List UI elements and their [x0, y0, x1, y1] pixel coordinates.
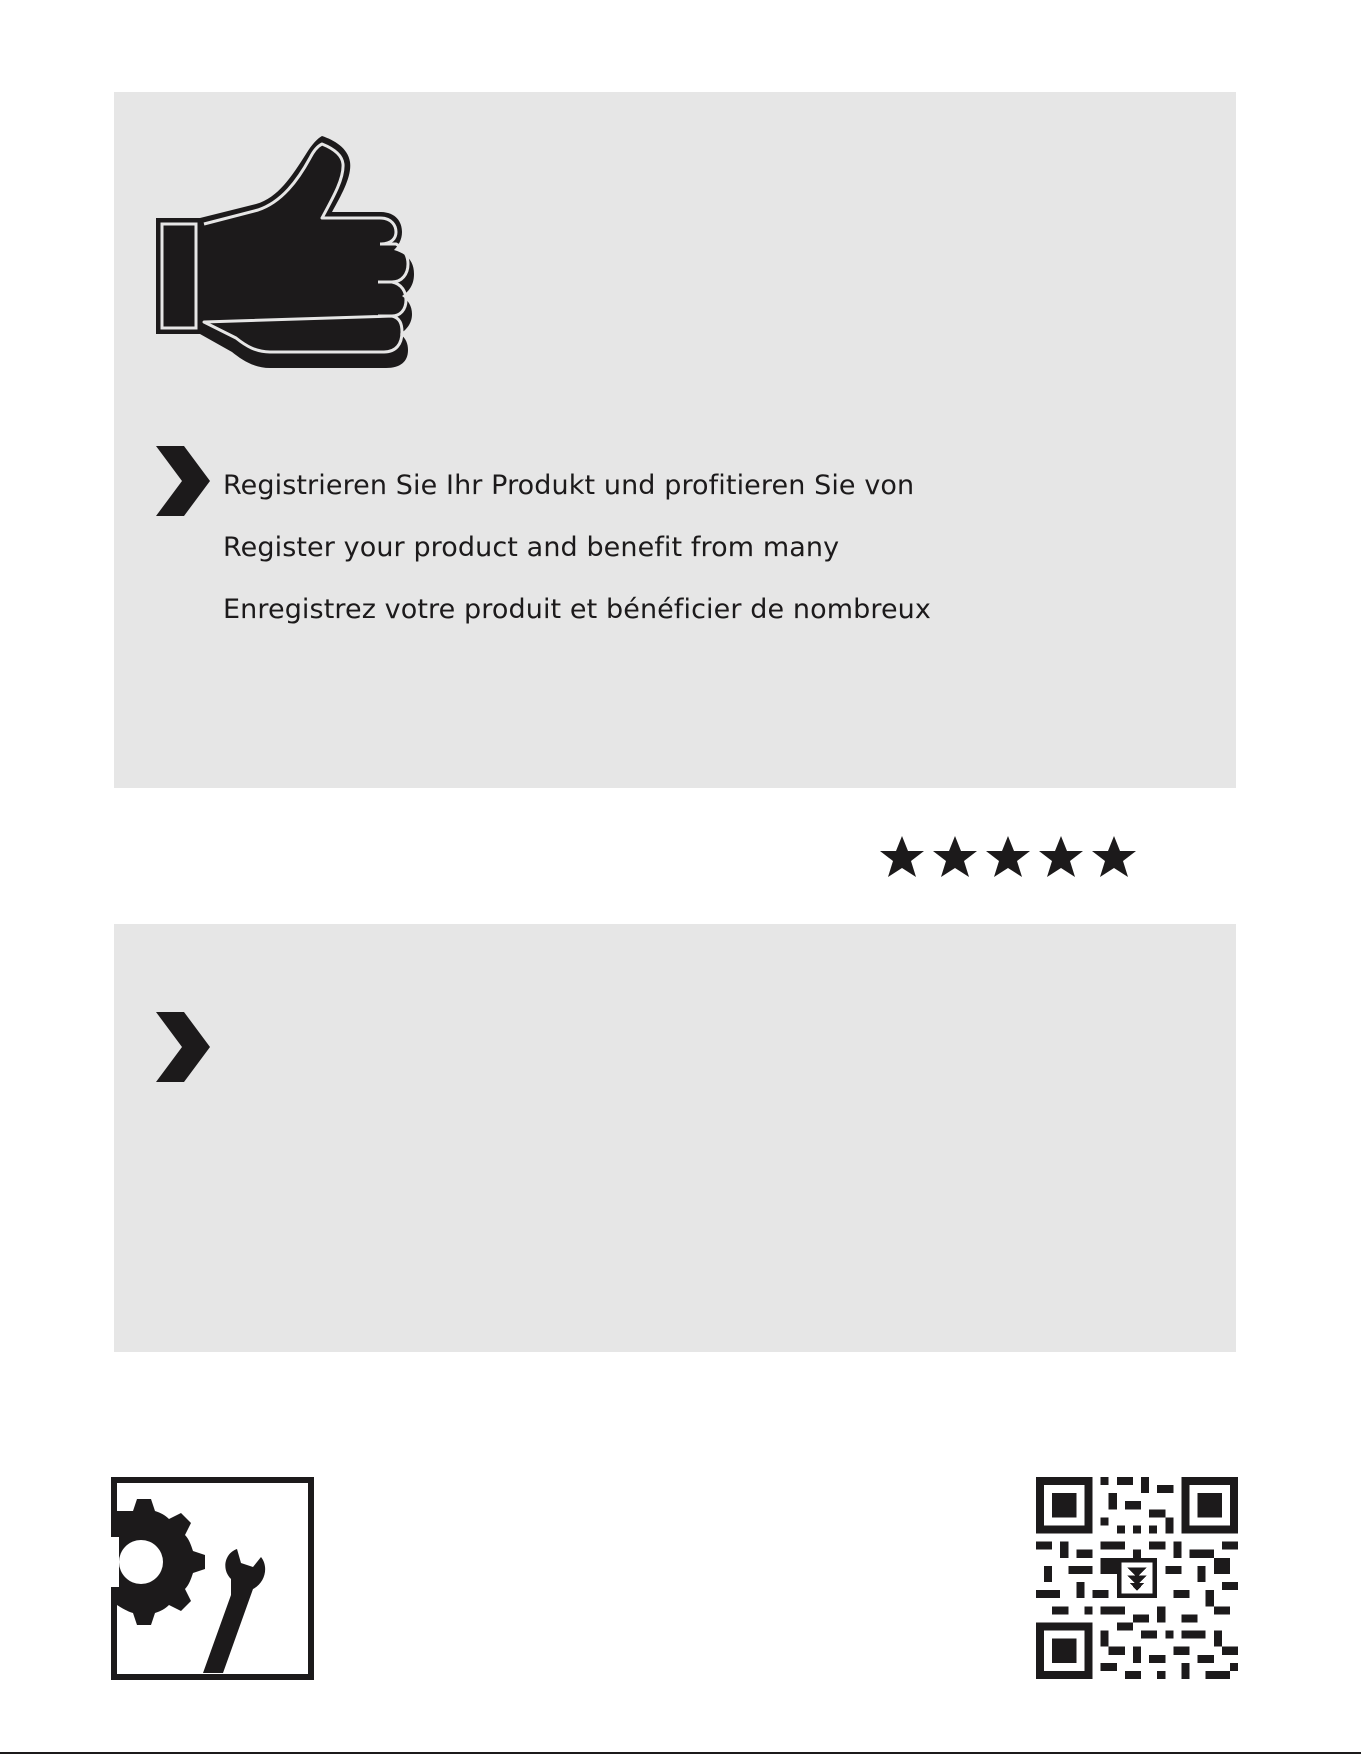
star-rating [878, 834, 1138, 880]
registration-panel [114, 92, 1236, 788]
thumbs-up-icon [156, 132, 428, 372]
star-icon [931, 834, 979, 880]
registration-line-fr: Enregistrez votre produit et bénéficier de nombreux [223, 594, 931, 625]
star-icon [1090, 834, 1138, 880]
star-icon [878, 834, 926, 880]
star-icon [1037, 834, 1085, 880]
star-icon [984, 834, 1032, 880]
service-panel [114, 924, 1236, 1352]
registration-line-de: Registrieren Sie Ihr Produkt und profitieren Sie von [223, 470, 915, 501]
chevron-right-icon [156, 1012, 210, 1082]
gear-wrench-icon [111, 1477, 314, 1680]
qr-code [1036, 1476, 1238, 1680]
chevron-right-icon [156, 446, 210, 516]
registration-text [223, 455, 931, 641]
registration-line-en: Register your product and benefit from many [223, 532, 840, 563]
footer-rule [0, 1752, 1361, 1754]
